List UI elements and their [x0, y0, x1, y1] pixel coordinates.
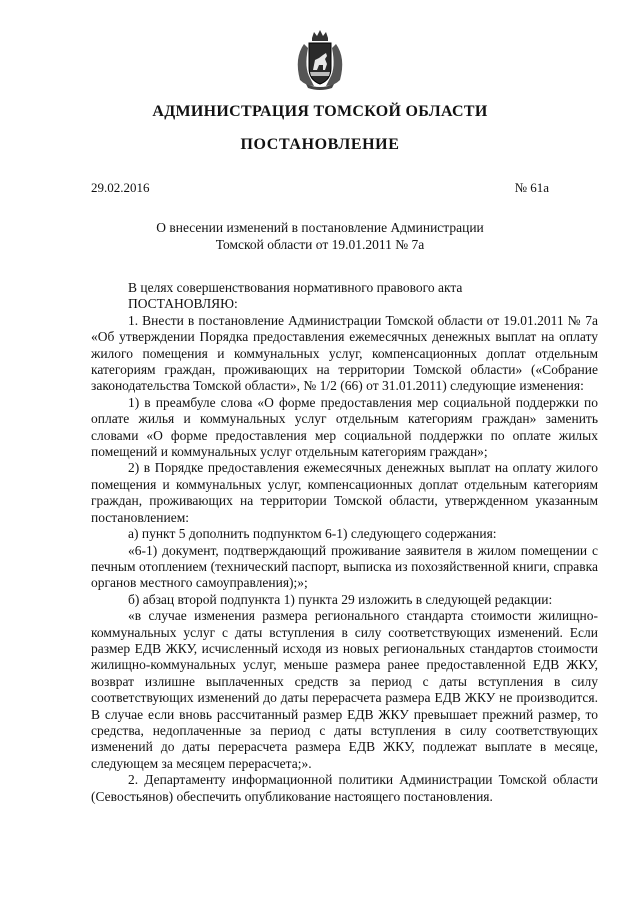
body-paragraph: В целях совершенствования нормативного правового акта	[128, 280, 463, 295]
organization-title: АДМИНИСТРАЦИЯ ТОМСКОЙ ОБЛАСТИ	[152, 103, 488, 120]
body-paragraph: «в случае изменения размера регионального стандарта стоимости жилищно-коммунальных услуг с даты вступления в силу соответствующих изменений. Если размер ЕДВ ЖКУ, исчисленный исходя из новых региональных стандартов стоимости жилищно-коммунальных услуг, меньше размера ранее предоставленной ЕДВ ЖКУ, возврат излишне выплаченных средств за период с даты вступления в силу соответствующих изменений до даты перерасчета размера ЕДВ ЖКУ не производится. В случае если вновь рассчитанный размер ЕДВ ЖКУ превышает прежний размер, то средства, недоплаченные за период с даты вступления в силу соответствующих изменений до даты перерасчета размера ЕДВ ЖКУ, подлежат выплате в месяце, следующем за месяцем перерасчета;».	[91, 608, 598, 771]
document-number: № 61а	[514, 180, 549, 195]
body-paragraph: 2) в Порядке предоставления ежемесячных денежных выплат на оплату жилого помещения и коммунальных услуг, компенсационных доплат отдельным категориям граждан, проживающих на территории Томской области, утвержденном указанным постановлением:	[91, 460, 598, 525]
body-paragraph: б) абзац второй подпункта 1) пункта 29 изложить в следующей редакции:	[128, 591, 553, 607]
subject-line: Томской области от 19.01.2011 № 7а	[215, 237, 425, 252]
document-date: 29.02.2016	[91, 180, 150, 195]
body-paragraph: 1. Внести в постановление Администрации Томской области от 19.01.2011 № 7а «Об утверждении Порядка предоставления ежемесячных денежных выплат на оплату жилого помещения и коммунальных услуг, компенсационных доплат отдельным категориям граждан, проживающих на территории Томской области» («Собрание законодательства Томской области», № 1/2 (66) от 31.01.2011) следующие изменения:	[91, 312, 598, 394]
resolution-word: ПОСТАНОВЛЯЮ:	[128, 296, 238, 312]
body-paragraph: а) пункт 5 дополнить подпунктом 6-1) следующего содержания:	[128, 526, 497, 542]
coat-of-arms-icon	[292, 28, 348, 90]
document-body	[91, 280, 598, 805]
document-subject	[0, 219, 640, 253]
document-type: ПОСТАНОВЛЕНИЕ	[240, 136, 400, 153]
body-paragraph: 2. Департаменту информационной политики Администрации Томской области (Севостьянов) обеспечить опубликование настоящего постановления.	[91, 772, 598, 804]
body-paragraph: 1) в преамбуле слова «О форме предоставления мер социальной поддержки по оплате жилья и коммунальных услуг отдельным категориям граждан» заменить словами «О форме предоставления мер социальной поддержки по оплате жилых помещений и коммунальных услуг отдельным категориям граждан»;	[91, 394, 598, 460]
subject-line: О внесении изменений в постановление Администрации	[156, 220, 484, 235]
body-paragraph: «6-1) документ, подтверждающий проживание заявителя в жилом помещении с печным отоплением (технический паспорт, выписка из похозяйственной книги, справка органов местного самоуправления);»;	[91, 542, 598, 591]
